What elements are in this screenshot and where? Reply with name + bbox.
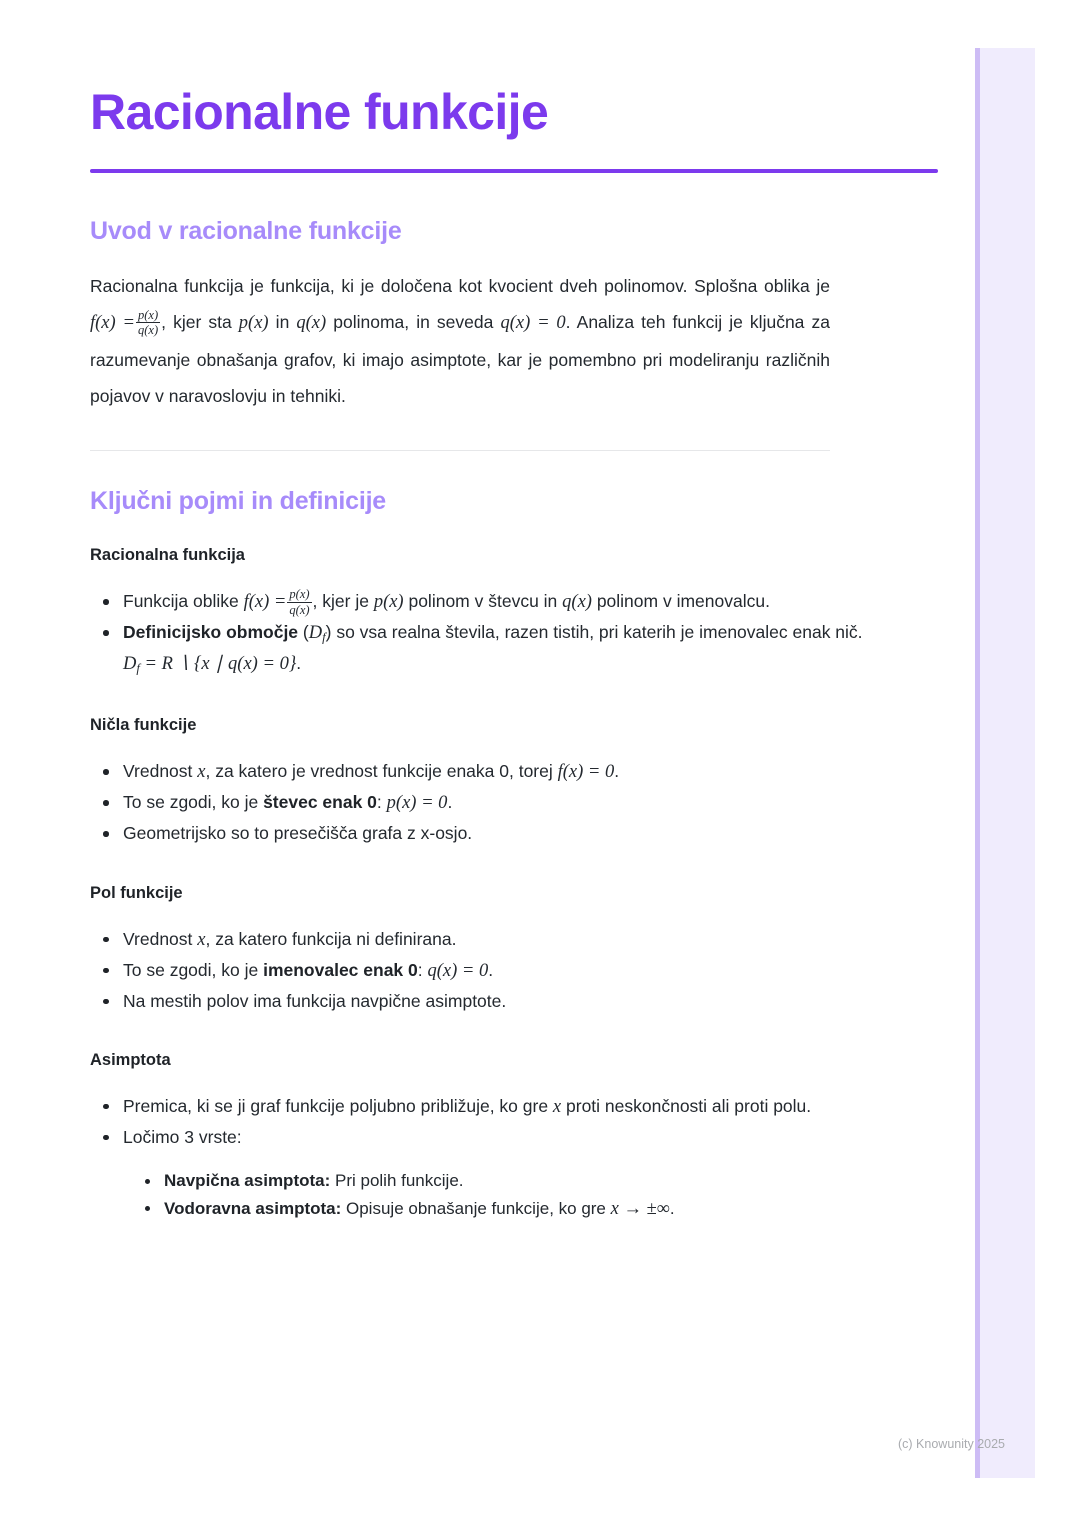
math-f-of-x: f(x) = $\frac{p(x)}{q(x)}$ bbox=[243, 587, 310, 617]
item-text: proti neskončnosti ali proti polu. bbox=[561, 1095, 812, 1116]
item-text: , kjer je bbox=[312, 591, 374, 612]
math-f-equals-zero: f(x) = 0 bbox=[557, 762, 615, 783]
subheading-racionalna-funkcija: Racionalna funkcija bbox=[90, 546, 245, 565]
intro-text-3: in bbox=[268, 311, 297, 332]
math-q-of-x: q(x) bbox=[562, 592, 592, 613]
item-text: . bbox=[488, 959, 494, 980]
intro-text-4: polinoma, in seveda bbox=[326, 311, 501, 332]
math-p-of-x: p(x) bbox=[373, 592, 404, 613]
subheading-asimptota: Asimptota bbox=[90, 1050, 171, 1069]
item-text: Funkcija oblike bbox=[123, 591, 244, 612]
item-text: Na mestih polov ima funkcija navpične asimptote. bbox=[123, 990, 507, 1011]
math-domain-set: $D_f = R$ ∖ {x ∣ q(x) = 0} bbox=[123, 654, 297, 676]
copyright-watermark: (c) Knowunity 2025 bbox=[898, 1437, 1006, 1451]
item-text: Geometrijsko so to presečišča grafa z x-osjo. bbox=[123, 823, 473, 844]
right-decorative-band bbox=[975, 48, 1035, 1478]
item-text: ( bbox=[298, 622, 309, 643]
item-bold-label: Navpična asimptota: bbox=[164, 1171, 331, 1191]
list-asimptota-vrste bbox=[134, 1167, 920, 1225]
item-text: Ločimo 3 vrste: bbox=[123, 1126, 242, 1147]
math-x: x bbox=[552, 1096, 562, 1117]
item-text: . bbox=[669, 1198, 675, 1218]
item-text: ) so vsa realna števila, razen tistih, pri katerih je imenovalec enak nič. bbox=[325, 622, 863, 643]
item-text: polinom v števcu in bbox=[403, 591, 563, 612]
intro-paragraph bbox=[90, 268, 830, 415]
item-bold-label: števec enak 0 bbox=[263, 792, 377, 813]
subheading-nicla-funkcije: Ničla funkcije bbox=[90, 716, 197, 735]
list-asimptota bbox=[90, 1092, 920, 1151]
list-item bbox=[90, 757, 920, 788]
item-text: polinom v imenovalcu. bbox=[591, 591, 770, 612]
item-text: : bbox=[376, 792, 387, 813]
item-text: . bbox=[447, 792, 453, 813]
list-item bbox=[134, 1167, 920, 1195]
math-domain-df: $D_f$ bbox=[308, 623, 326, 645]
item-text: Premica, ki se ji graf funkcije poljubno približuje, ko gre bbox=[123, 1095, 553, 1116]
item-bold-label: Definicijsko območje bbox=[123, 622, 299, 643]
subheading-pol-funkcije: Pol funkcije bbox=[90, 883, 183, 902]
right-band-edge-line bbox=[975, 48, 980, 1478]
list-item bbox=[90, 587, 920, 618]
list-item bbox=[90, 925, 920, 956]
list-item bbox=[90, 1092, 920, 1123]
list-nicla-funkcije bbox=[90, 757, 920, 847]
item-text: . bbox=[614, 761, 620, 782]
item-bold-label: imenovalec enak 0 bbox=[263, 959, 418, 980]
list-item bbox=[90, 956, 920, 987]
list-item bbox=[90, 819, 920, 847]
item-text: Opisuje obnašanje funkcije, ko gre bbox=[341, 1198, 611, 1218]
intro-math-q-zero: q(x) = 0 bbox=[500, 312, 566, 333]
math-x: x bbox=[197, 762, 206, 783]
math-q-equals-zero: q(x) = 0 bbox=[427, 960, 489, 981]
intro-text-1: Racionalna funkcija je funkcija, ki je določena kot kvocient dveh polinomov. Splošna oblika je bbox=[90, 275, 830, 296]
list-item bbox=[90, 987, 920, 1015]
list-pol-funkcije bbox=[90, 925, 920, 1015]
list-item bbox=[90, 788, 920, 819]
math-limit-infinity: → ±∞ bbox=[618, 1198, 670, 1219]
intro-math-f: f(x) = $\frac{p(x)}{q(x)}$ bbox=[90, 307, 159, 338]
list-item bbox=[134, 1195, 920, 1225]
item-bold-label: Vodoravna asimptota: bbox=[164, 1198, 342, 1218]
list-item bbox=[90, 618, 920, 680]
intro-math-q: q(x) bbox=[296, 312, 327, 333]
item-text: To se zgodi, ko je bbox=[123, 792, 264, 813]
intro-text-5: . Analiza teh funkcij je ključna za razumevanje obnašanja grafov, ki imajo asimptote, kar je pomembno pri modeliranju različnih pojavov v naravoslovju in tehniki. bbox=[90, 311, 830, 407]
intro-math-p: p(x) bbox=[238, 312, 269, 333]
math-x: x bbox=[197, 929, 206, 950]
section-heading-kljucni-pojmi: Ključni pojmi in definicije bbox=[90, 487, 387, 516]
item-text: Vrednost bbox=[123, 928, 198, 949]
intro-text-2: , kjer sta bbox=[161, 311, 239, 332]
item-text: , za katero je vrednost funkcije enaka 0, torej bbox=[205, 761, 558, 782]
item-text: To se zgodi, ko je bbox=[123, 959, 264, 980]
math-x: x bbox=[610, 1198, 619, 1219]
section-heading-uvod: Uvod v racionalne funkcije bbox=[90, 216, 402, 245]
item-text: Pri polih funkcije. bbox=[330, 1171, 464, 1191]
item-text: . bbox=[296, 653, 302, 674]
list-racionalna-funkcija bbox=[90, 587, 920, 680]
list-item bbox=[90, 1123, 920, 1151]
page-title: Racionalne funkcije bbox=[90, 84, 549, 140]
math-p-equals-zero: p(x) = 0 bbox=[386, 793, 448, 814]
nested-list-wrapper bbox=[134, 1167, 920, 1225]
item-text: Vrednost bbox=[123, 761, 198, 782]
item-text: : bbox=[417, 959, 428, 980]
item-text: , za katero funkcija ni definirana. bbox=[205, 928, 457, 949]
